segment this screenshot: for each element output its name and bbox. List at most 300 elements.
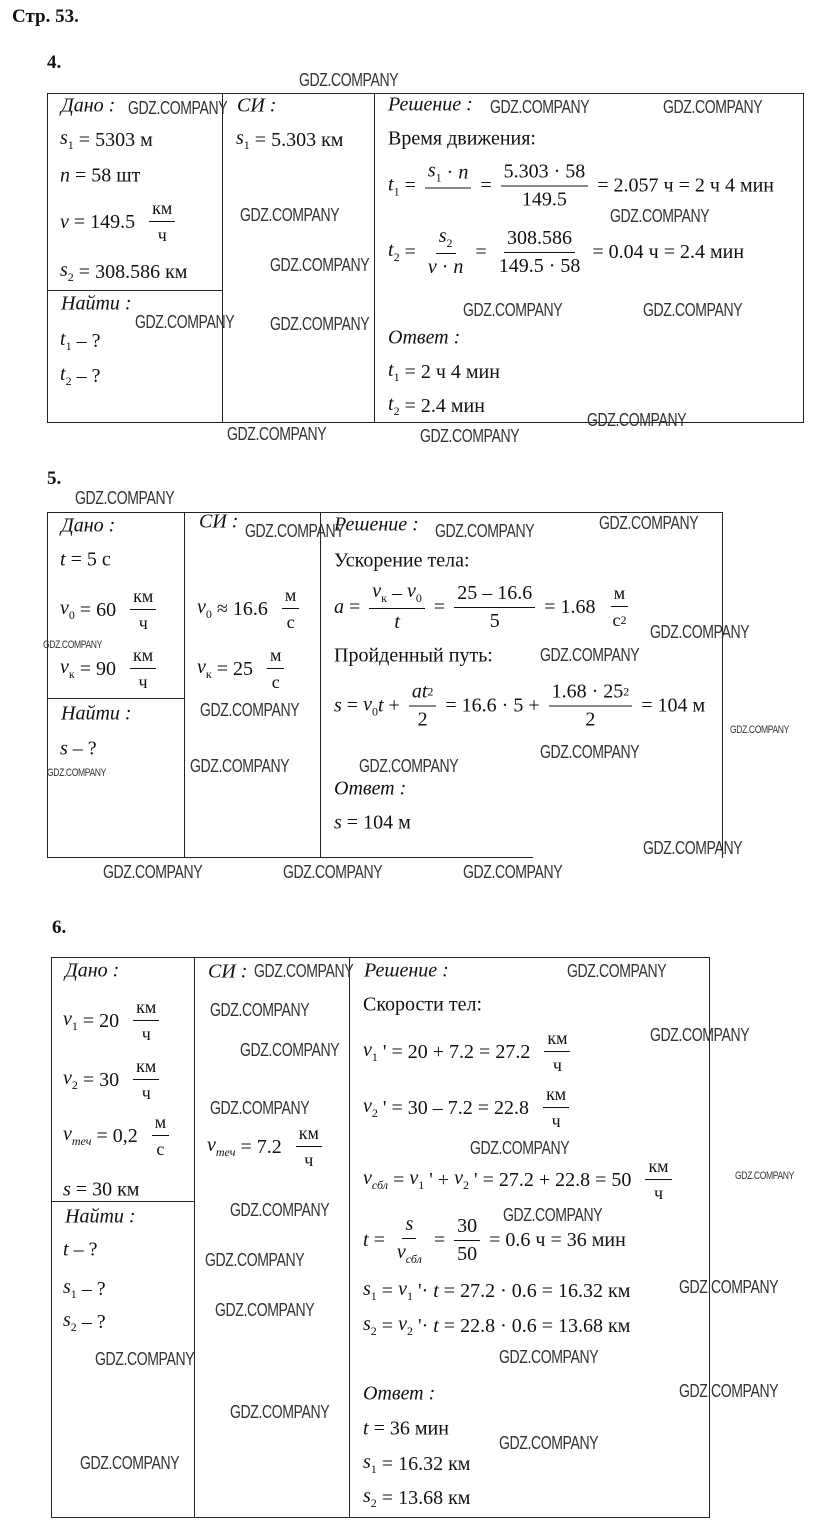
variable: a — [334, 595, 344, 618]
math-text: 25 – 16.6 — [457, 581, 533, 604]
variable: $v_{сбл}$ — [363, 1167, 389, 1192]
math-text: 5 — [489, 609, 500, 632]
variable: t — [63, 1238, 69, 1261]
si-label: СИ : — [208, 960, 248, 983]
watermark: GDZ.COMPANY — [190, 756, 290, 776]
page-title: Стр. 53. — [12, 6, 79, 27]
numerator — [402, 1213, 416, 1239]
math-text: м — [613, 583, 626, 603]
answer-line — [388, 359, 500, 385]
denominator — [651, 1180, 666, 1204]
watermark: GDZ.COMPANY — [643, 300, 743, 320]
math-text: ч — [304, 1149, 314, 1170]
subscript: к — [381, 591, 388, 605]
fraction — [369, 580, 425, 634]
given-line — [63, 997, 163, 1045]
variable: $v_0$ — [407, 580, 422, 605]
subscript: 0 — [371, 704, 378, 718]
math-text: км — [133, 586, 154, 606]
watermark: GDZ.COMPANY — [503, 1205, 603, 1225]
fraction — [425, 225, 467, 279]
math-text: = 58 шт — [70, 164, 141, 187]
math-text: = — [399, 240, 421, 263]
denominator — [139, 1080, 154, 1104]
variable: $t_1$ — [388, 173, 400, 198]
formula-line — [363, 1028, 574, 1076]
given-line — [60, 259, 187, 285]
variable: $v_к$ — [372, 580, 388, 605]
variable: $v_{сбл}$ — [396, 1241, 422, 1266]
variable: $v_2$ — [454, 1167, 469, 1192]
denominator — [487, 608, 503, 633]
math-text: 30 — [457, 1214, 478, 1237]
variable: t — [363, 1417, 369, 1440]
math-text: = — [344, 595, 366, 618]
denominator — [415, 707, 431, 732]
math-text: м — [284, 585, 297, 605]
math-text: = — [341, 694, 364, 717]
math-text: '· — [412, 1279, 434, 1302]
find-line — [63, 1276, 106, 1302]
subscript: 1 — [370, 1462, 377, 1476]
answer-label: Ответ : — [363, 1382, 436, 1405]
numerator — [130, 645, 156, 669]
math-text: = 104 м — [341, 811, 411, 834]
si-label: СИ : — [237, 94, 277, 117]
math-text: км — [648, 1156, 669, 1176]
math-text: с — [271, 671, 280, 692]
given-label: Дано : — [61, 94, 116, 117]
numerator — [425, 160, 471, 189]
math-text: км — [133, 645, 154, 665]
answer-line — [334, 812, 411, 835]
math-text: км — [546, 1084, 567, 1104]
watermark: GDZ.COMPANY — [135, 312, 235, 332]
given-line — [60, 549, 111, 572]
subscript: 1 — [393, 184, 400, 198]
variable: t — [60, 548, 66, 571]
numerator — [501, 161, 589, 187]
math-text: ч — [653, 1182, 664, 1203]
subscript: 2 — [70, 1320, 77, 1334]
math-text: ч — [138, 612, 148, 633]
variable: $s_2$ — [60, 259, 74, 284]
subscript: 1 — [371, 1050, 378, 1064]
math-text: = 90 — [74, 657, 127, 680]
formula-line — [388, 160, 774, 213]
numerator — [282, 585, 299, 609]
subscript: 0 — [68, 608, 75, 622]
subscript: к — [68, 667, 75, 681]
math-text: = 22.8 · 0.6 = 13.68 км — [438, 1314, 631, 1337]
math-text: – ? — [67, 737, 97, 760]
exponent: 2 — [620, 612, 627, 627]
given-line — [60, 586, 160, 634]
math-text: км — [298, 1123, 319, 1143]
divider — [222, 93, 223, 423]
denominator — [136, 610, 151, 634]
variable: $v_{теч}$ — [63, 1123, 92, 1148]
math-text: = 30 км — [70, 1178, 140, 1201]
find-line — [63, 1239, 97, 1262]
variable: n — [458, 161, 469, 183]
watermark: GDZ.COMPANY — [679, 1381, 779, 1401]
variable: $s_1$ — [63, 1276, 77, 1301]
fraction — [454, 1215, 480, 1266]
watermark: GDZ.COMPANY — [43, 639, 102, 651]
watermark: GDZ.COMPANY — [215, 1300, 315, 1320]
math-text: = 5303 м — [73, 128, 153, 151]
numerator — [543, 1084, 569, 1108]
math-text: = 2 ч 4 мин — [399, 360, 500, 383]
subscript: 2 — [65, 374, 72, 388]
variable: t — [377, 694, 384, 717]
watermark: GDZ.COMPANY — [735, 1170, 794, 1182]
math-text: '· — [412, 1314, 434, 1337]
given-line — [60, 198, 179, 246]
divider — [184, 512, 185, 858]
variable: t — [421, 680, 428, 703]
math-text: ' = 30 – 7.2 = 22.8 — [377, 1096, 540, 1119]
math-text: – ? — [68, 1238, 98, 1261]
math-text: = 1.68 — [539, 595, 606, 618]
math-text: = 5 с — [65, 548, 111, 571]
watermark: GDZ.COMPANY — [650, 1025, 750, 1045]
numerator — [611, 583, 628, 607]
denominator — [445, 189, 451, 213]
numerator — [409, 681, 437, 707]
subscript: 0 — [205, 607, 212, 621]
numerator — [130, 586, 156, 610]
subscript: к — [205, 667, 212, 681]
given-line — [63, 1179, 139, 1202]
math-text: ' = 20 + 7.2 = 27.2 — [377, 1040, 541, 1063]
divider — [320, 512, 321, 858]
fraction — [549, 681, 633, 732]
math-text: ч — [138, 671, 148, 692]
given-label: Дано : — [65, 959, 120, 982]
subscript: 2 — [67, 270, 74, 284]
watermark: GDZ.COMPANY — [210, 1098, 310, 1118]
math-text: ' + — [424, 1168, 455, 1191]
subscript: 2 — [370, 1324, 377, 1338]
math-text: = 149.5 — [68, 210, 146, 233]
variable: t — [433, 1314, 439, 1337]
variable: $t_1$ — [60, 328, 72, 353]
math-text: – ? — [71, 364, 101, 387]
denominator — [284, 609, 298, 633]
subscript: 1 — [243, 138, 250, 152]
math-text: = 5.303 км — [249, 128, 344, 151]
numerator — [544, 1028, 570, 1052]
variable: $v_1$ — [363, 1039, 378, 1064]
subscript: 1 — [393, 370, 400, 384]
answer-line — [363, 1451, 470, 1477]
watermark: GDZ.COMPANY — [254, 961, 354, 981]
math-text: = 16.32 км — [376, 1452, 471, 1475]
variable: $v_1$ — [63, 1008, 78, 1033]
si-line — [207, 1123, 326, 1171]
math-text: – ? — [71, 329, 101, 352]
numerator — [645, 1156, 671, 1180]
fraction — [496, 227, 584, 278]
solution-intro: Скорости тел: — [363, 993, 483, 1016]
watermark: GDZ.COMPANY — [470, 1138, 570, 1158]
math-text: = 0.6 ч = 36 мин — [484, 1228, 626, 1251]
variable: $v_0$ — [197, 596, 212, 621]
unit-fraction — [645, 1156, 671, 1204]
math-text: = 20 — [77, 1009, 130, 1032]
math-text: = — [388, 1168, 410, 1191]
watermark: GDZ.COMPANY — [650, 622, 750, 642]
math-text: км — [136, 1056, 157, 1076]
math-text: – ? — [76, 1277, 106, 1300]
variable: $v_2$ — [398, 1313, 413, 1338]
watermark: GDZ.COMPANY — [230, 1402, 330, 1422]
variable: $v_0$ — [363, 693, 378, 718]
math-text: = — [475, 174, 497, 197]
divider — [349, 957, 350, 1518]
watermark: GDZ.COMPANY — [95, 1349, 195, 1369]
watermark: GDZ.COMPANY — [200, 700, 300, 720]
watermark: GDZ.COMPANY — [420, 426, 520, 446]
fraction — [394, 1213, 425, 1267]
math-text: ч — [141, 1023, 151, 1044]
math-text: = 27.2 · 0.6 = 16.32 км — [438, 1279, 631, 1302]
unit-fraction — [133, 997, 159, 1045]
math-text: 5.303 · 58 — [503, 160, 586, 183]
math-text: ч — [157, 224, 167, 245]
denominator — [269, 669, 283, 693]
unit-fraction — [282, 585, 299, 633]
watermark: GDZ.COMPANY — [540, 645, 640, 665]
math-text: = 7.2 — [235, 1135, 292, 1158]
watermark: GDZ.COMPANY — [240, 1040, 340, 1060]
watermark: GDZ.COMPANY — [540, 742, 640, 762]
find-label: Найти : — [61, 702, 132, 725]
variable: s — [63, 1178, 71, 1201]
variable: s — [60, 737, 68, 760]
find-line — [60, 363, 100, 389]
math-text: · — [441, 161, 459, 183]
math-text: · — [436, 256, 454, 278]
math-text: = 60 — [74, 598, 127, 621]
divider — [374, 93, 375, 423]
subscript: 0 — [415, 591, 422, 605]
variable: $s_2$ — [438, 225, 453, 250]
variable: $v_0$ — [60, 597, 75, 622]
math-text: – — [387, 581, 408, 604]
given-line — [60, 645, 160, 693]
math-text: = — [399, 174, 421, 197]
fraction — [501, 161, 589, 212]
given-line — [63, 1112, 173, 1160]
subscript: сбл — [405, 1252, 422, 1266]
watermark: GDZ.COMPANY — [599, 513, 699, 533]
task-number: 5. — [47, 468, 62, 489]
watermark: GDZ.COMPANY — [240, 205, 340, 225]
math-text: = 25 — [211, 657, 264, 680]
subscript: 1 — [406, 1289, 413, 1303]
watermark: GDZ.COMPANY — [463, 862, 563, 882]
unit-fraction — [130, 645, 156, 693]
unit-fraction — [544, 1028, 570, 1076]
solution-label: Решение : — [364, 959, 449, 982]
denominator — [391, 609, 403, 634]
denominator — [301, 1147, 316, 1171]
denominator — [496, 253, 584, 278]
variable: v — [60, 210, 69, 233]
watermark: GDZ.COMPANY — [643, 838, 743, 858]
answer-line — [363, 1418, 449, 1441]
divider — [47, 698, 184, 699]
fraction — [454, 582, 535, 633]
formula-line — [363, 1156, 676, 1204]
watermark: GDZ.COMPANY — [499, 1347, 599, 1367]
math-text: = 2.057 ч = 2 ч 4 мин — [592, 174, 775, 197]
subscript: теч — [71, 1134, 92, 1148]
watermark: GDZ.COMPANY — [230, 1200, 330, 1220]
watermark: GDZ.COMPANY — [567, 961, 667, 981]
watermark: GDZ.COMPANY — [730, 724, 789, 736]
variable: $s_2$ — [363, 1313, 377, 1338]
variable: $s_1$ — [236, 127, 250, 152]
math-text: = 30 — [77, 1068, 130, 1091]
numerator — [267, 645, 284, 669]
formula-line — [334, 580, 633, 634]
numerator — [436, 225, 456, 254]
math-text: с — [156, 1138, 165, 1159]
math-text: 149.5 — [521, 188, 567, 211]
find-line — [60, 738, 97, 761]
watermark: GDZ.COMPANY — [283, 862, 383, 882]
answer-label: Ответ : — [388, 326, 461, 349]
subscript: 1 — [418, 1178, 425, 1192]
math-text: = 0,2 — [91, 1124, 148, 1147]
given-line — [60, 165, 140, 188]
subscript: 2 — [370, 1496, 377, 1510]
math-text: км — [547, 1028, 568, 1048]
math-text: = — [428, 1228, 451, 1251]
math-text: ч — [552, 1054, 562, 1075]
math-text: 50 — [457, 1242, 478, 1265]
formula-line — [334, 681, 705, 732]
variable: v — [427, 256, 437, 278]
exponent: 2 — [427, 684, 434, 699]
math-text: = 104 м — [636, 694, 706, 717]
given-label: Дано : — [61, 514, 116, 537]
variable: $v_{теч}$ — [207, 1134, 236, 1159]
math-text: ' = 27.2 + 22.8 = 50 — [468, 1168, 642, 1191]
math-text: = 36 мин — [368, 1417, 449, 1440]
denominator — [153, 1136, 167, 1160]
math-text: с — [612, 609, 621, 630]
fraction — [425, 160, 471, 213]
divider — [47, 857, 533, 858]
variable: $s_2$ — [63, 1309, 77, 1334]
math-text: 1.68 · 25 — [551, 680, 624, 703]
variable: $s_2$ — [363, 1485, 377, 1510]
numerator — [133, 1056, 159, 1080]
math-text: ч — [141, 1082, 151, 1103]
watermark: GDZ.COMPANY — [75, 488, 175, 508]
watermark: GDZ.COMPANY — [490, 97, 590, 117]
denominator — [136, 669, 151, 693]
numerator — [549, 681, 633, 707]
unit-fraction — [149, 198, 175, 246]
math-text: м — [154, 1112, 167, 1132]
math-text: = 0.04 ч = 2.4 мин — [587, 240, 745, 263]
math-text: = — [428, 595, 451, 618]
math-text: = 13.68 км — [376, 1486, 471, 1509]
denominator — [550, 1052, 565, 1076]
answer-line — [388, 393, 485, 419]
subscript: 2 — [71, 1078, 78, 1092]
unit-fraction — [609, 583, 629, 631]
variable: t — [363, 1228, 369, 1251]
answer-label: Ответ : — [334, 777, 407, 800]
variable: $v_к$ — [60, 656, 75, 681]
math-text: 2 — [417, 708, 428, 731]
unit-fraction — [133, 1056, 159, 1104]
divider — [194, 957, 195, 1518]
subscript: 1 — [67, 138, 74, 152]
unit-fraction — [543, 1084, 569, 1132]
variable: $t_2$ — [388, 393, 400, 418]
subscript: 1 — [71, 1019, 78, 1033]
denominator — [519, 187, 570, 212]
subscript: 1 — [370, 1289, 377, 1303]
variable: $s_1$ — [60, 127, 74, 152]
watermark: GDZ.COMPANY — [270, 255, 370, 275]
numerator — [152, 1112, 169, 1136]
numerator — [369, 580, 425, 609]
solution-intro: Ускорение тела: — [334, 549, 470, 572]
solution-label: Решение : — [388, 93, 473, 116]
math-text: = 308.586 км — [73, 260, 188, 283]
si-line — [197, 645, 288, 693]
watermark: GDZ.COMPANY — [463, 300, 563, 320]
variable: $s_1$ — [427, 159, 442, 185]
exponent: 2 — [623, 684, 630, 699]
math-text: ≈ 16.6 — [211, 597, 278, 620]
math-text: + — [383, 694, 405, 717]
variable: t — [433, 1279, 439, 1302]
formula-line — [388, 225, 744, 279]
variable: $v_2$ — [363, 1095, 378, 1120]
subscript: 2 — [462, 1178, 469, 1192]
subscript: теч — [215, 1145, 236, 1159]
si-label: СИ : — [199, 510, 239, 533]
watermark: GDZ.COMPANY — [128, 98, 228, 118]
math-text: с — [286, 611, 295, 632]
math-text: 2 — [585, 708, 596, 731]
math-text: км — [136, 997, 157, 1017]
task-number: 6. — [52, 917, 67, 938]
watermark: GDZ.COMPANY — [299, 70, 399, 90]
watermark: GDZ.COMPANY — [499, 1433, 599, 1453]
watermark: GDZ.COMPANY — [359, 756, 459, 776]
unit-fraction — [130, 586, 156, 634]
variable: $t_2$ — [60, 363, 72, 388]
math-text: = — [368, 1228, 390, 1251]
math-text: м — [270, 645, 282, 665]
watermark: GDZ.COMPANY — [205, 1250, 305, 1270]
subscript: 2 — [406, 1324, 413, 1338]
watermark: GDZ.COMPANY — [80, 1453, 180, 1473]
denominator — [609, 607, 629, 631]
unit-fraction — [267, 645, 284, 693]
